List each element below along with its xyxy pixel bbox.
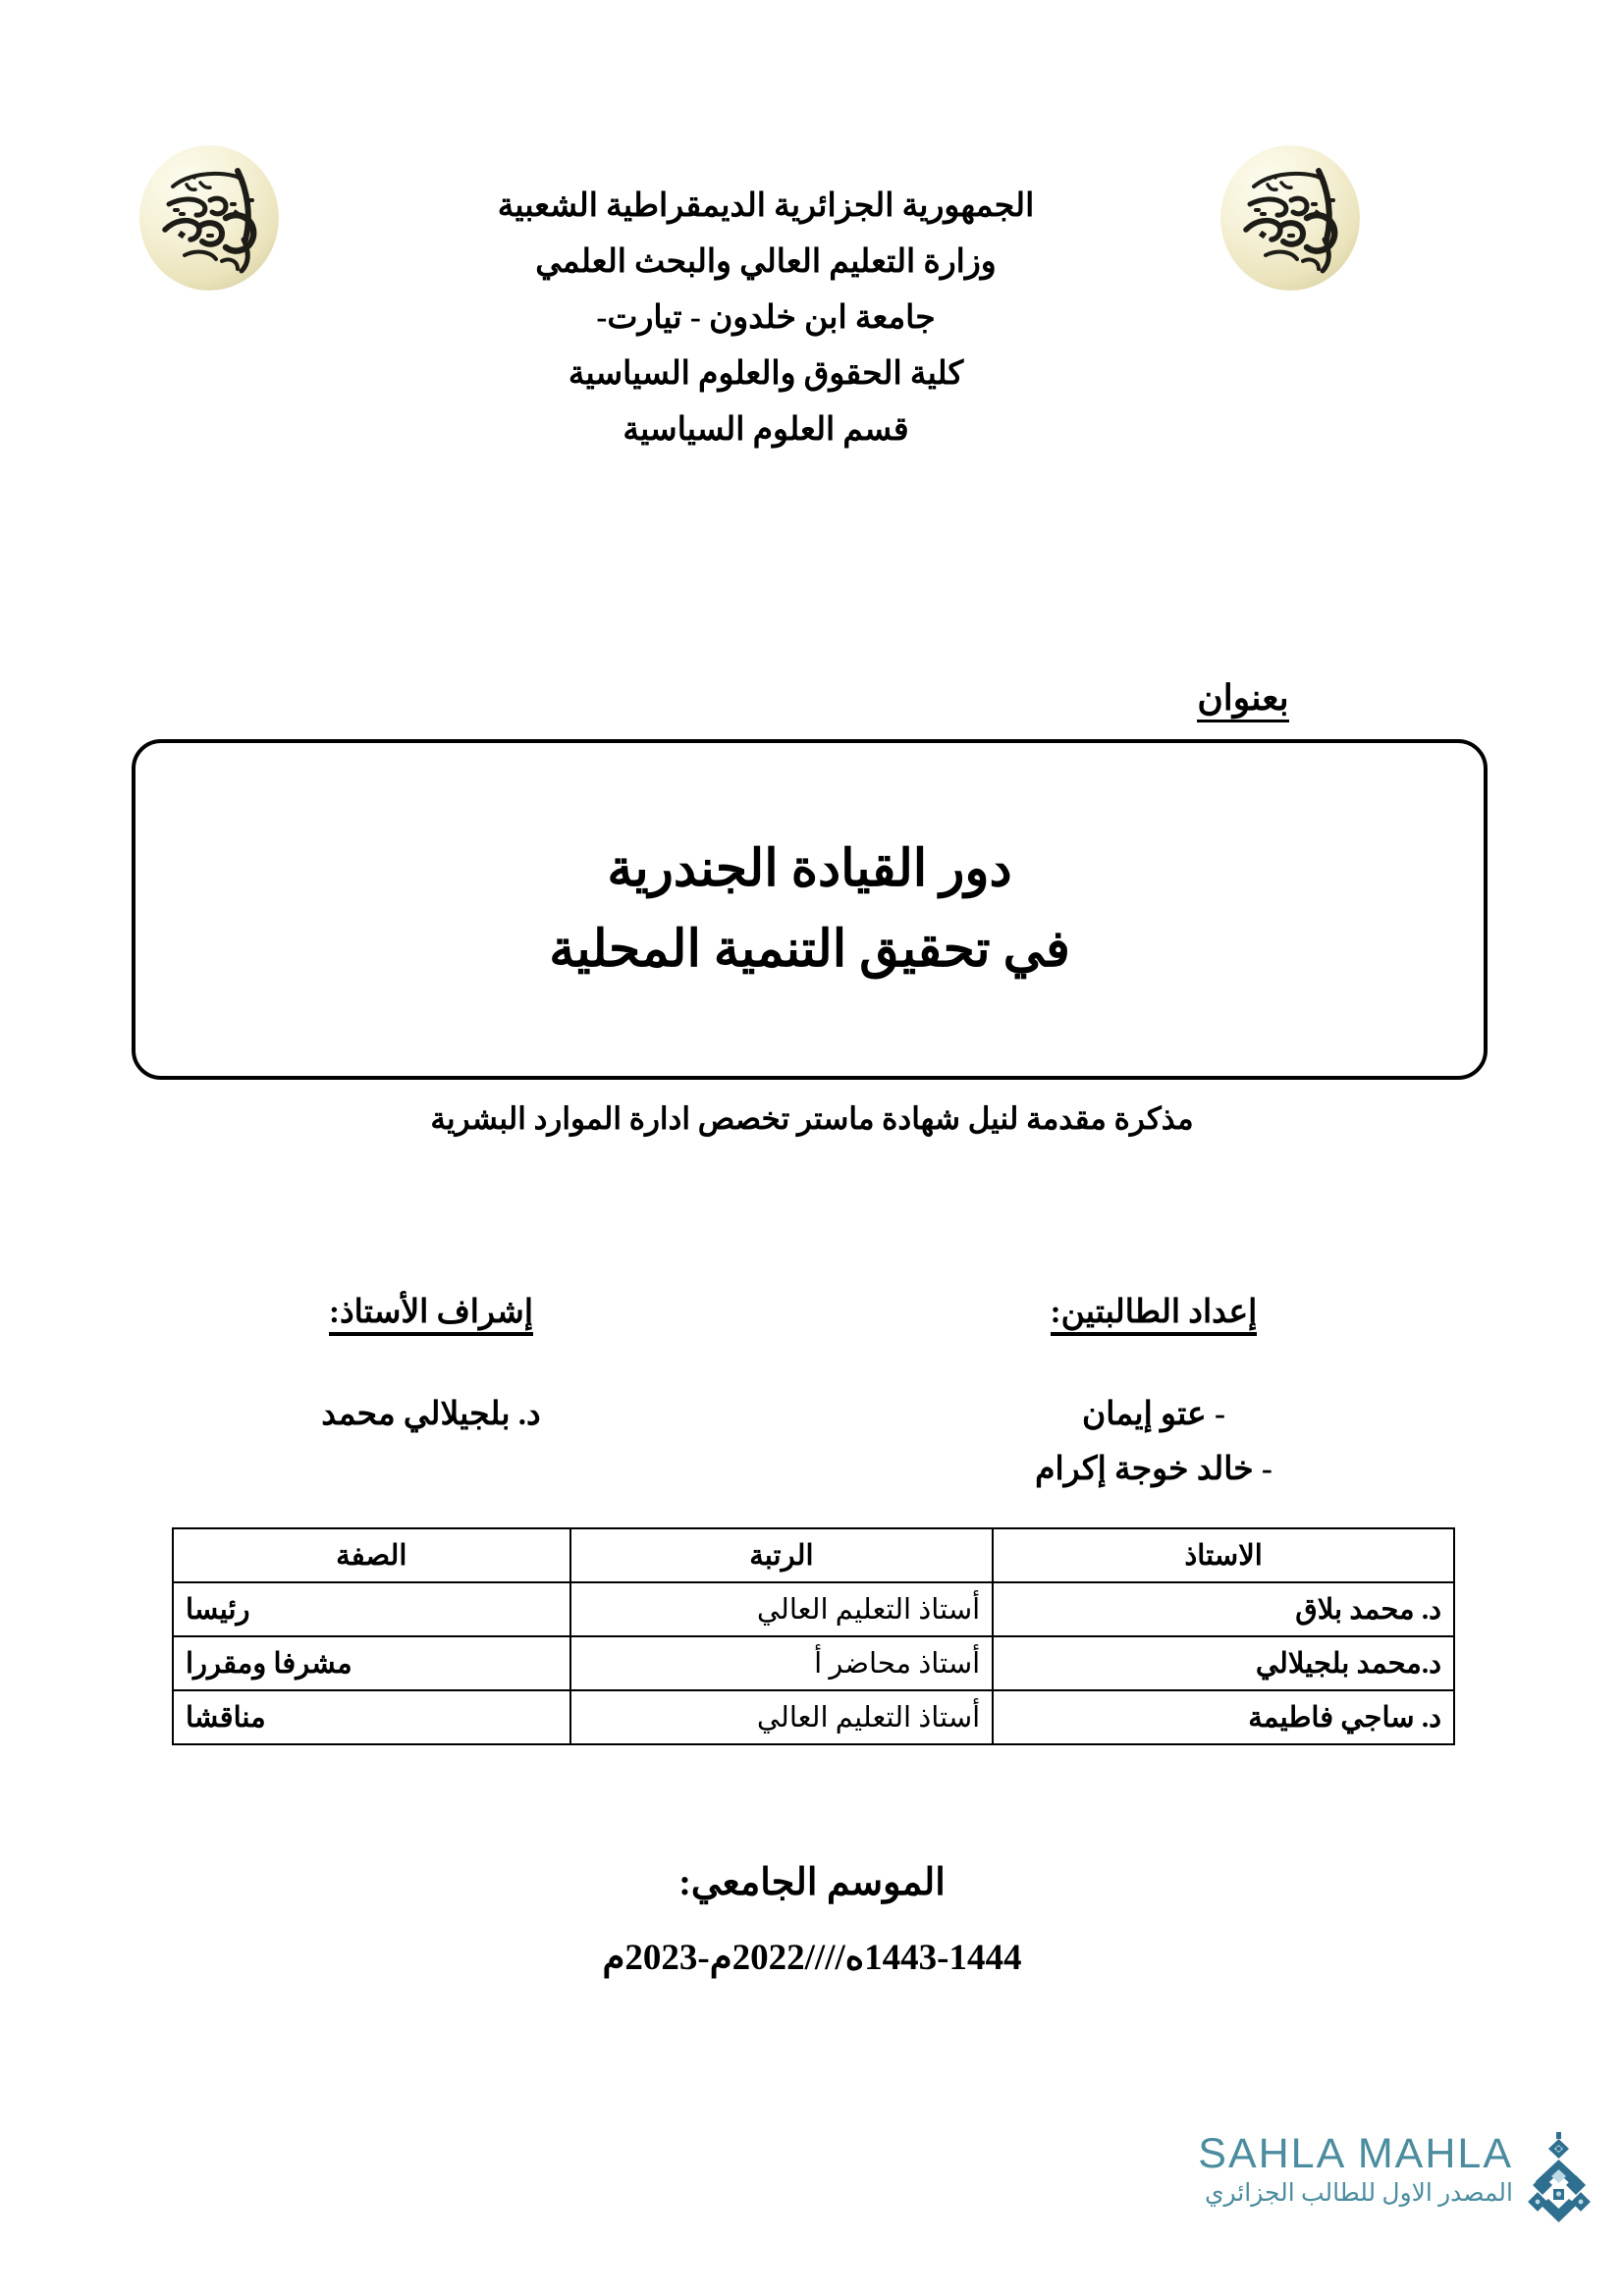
byline-label [1096, 677, 1390, 719]
students-heading: إعداد الطالبتين: [1051, 1292, 1258, 1336]
university-logo-left [139, 145, 279, 291]
table-row [173, 1582, 1454, 1636]
column-header-rank: الرتبة [570, 1528, 994, 1582]
cell-role: مشرفا ومقررا [173, 1636, 570, 1690]
thesis-title-line-1: دور القيادة الجندرية [607, 840, 1012, 897]
header-line-republic: الجمهورية الجزائرية الديمقراطية الشعبية [497, 188, 1035, 224]
header-line-ministry: وزارة التعليم العالي والبحث العلمي [535, 244, 997, 280]
logo-calligraphy-icon [139, 145, 279, 291]
academic-year-value: 1443-1444ه////2022م-2023م [602, 1938, 1022, 1978]
student-name-1: - عتو إيمان [1082, 1397, 1225, 1432]
table-header-row [173, 1528, 1454, 1582]
jury-table [172, 1527, 1455, 1745]
students-column [898, 1292, 1409, 1497]
cell-professor: د.محمد بلجيلالي [993, 1636, 1454, 1690]
berber-diamond-emblem-icon [1523, 2130, 1596, 2224]
header-line-faculty: كلية الحقوق والعلوم السياسية [568, 356, 964, 392]
table-row [173, 1690, 1454, 1744]
sahla-mahla-watermark [1134, 2130, 1596, 2243]
academic-year-label: الموسم الجامعي: [678, 1862, 946, 1903]
supervisor-name: د. بلجيلالي محمد [321, 1397, 541, 1432]
institution-header [373, 179, 1159, 458]
thesis-title-line-2: في تحقيق التنمية المحلية [549, 921, 1070, 978]
cell-professor: د. محمد بلاق [993, 1582, 1454, 1636]
university-logo-right [1220, 145, 1360, 291]
student-name-2: - خالد خوجة إكرام [1035, 1452, 1272, 1487]
cell-rank: أستاذ التعليم العالي [570, 1582, 994, 1636]
watermark-subtitle: المصدر الاول للطالب الجزائري [1204, 2180, 1513, 2207]
supervisor-heading: إشراف الأستاذ: [329, 1292, 533, 1336]
header-line-department: قسم العلوم السياسية [623, 412, 909, 448]
people-section [132, 1292, 1488, 1518]
supervisor-column [200, 1292, 662, 1442]
academic-year-block [0, 1860, 1624, 1979]
cell-rank: أستاذ محاضر أ [570, 1636, 994, 1690]
thesis-title-box [132, 739, 1488, 1080]
cell-role: رئيسا [173, 1582, 570, 1636]
column-header-professor: الاستاذ [993, 1528, 1454, 1582]
cell-role: مناقشا [173, 1690, 570, 1744]
column-header-role: الصفة [173, 1528, 570, 1582]
byline-label-text: بعنوان [1197, 678, 1288, 722]
header-line-university: جامعة ابن خلدون - تيارت- [596, 300, 936, 336]
cell-rank: أستاذ التعليم العالي [570, 1690, 994, 1744]
thesis-subtitle: مذكرة مقدمة لنيل شهادة ماستر تخصص ادارة الموارد البشرية [430, 1101, 1194, 1136]
table-row [173, 1636, 1454, 1690]
cell-professor: د. ساجي فاطيمة [993, 1690, 1454, 1744]
watermark-title: SAHLA MAHLA [1198, 2130, 1513, 2177]
logo-calligraphy-icon [1220, 145, 1360, 291]
